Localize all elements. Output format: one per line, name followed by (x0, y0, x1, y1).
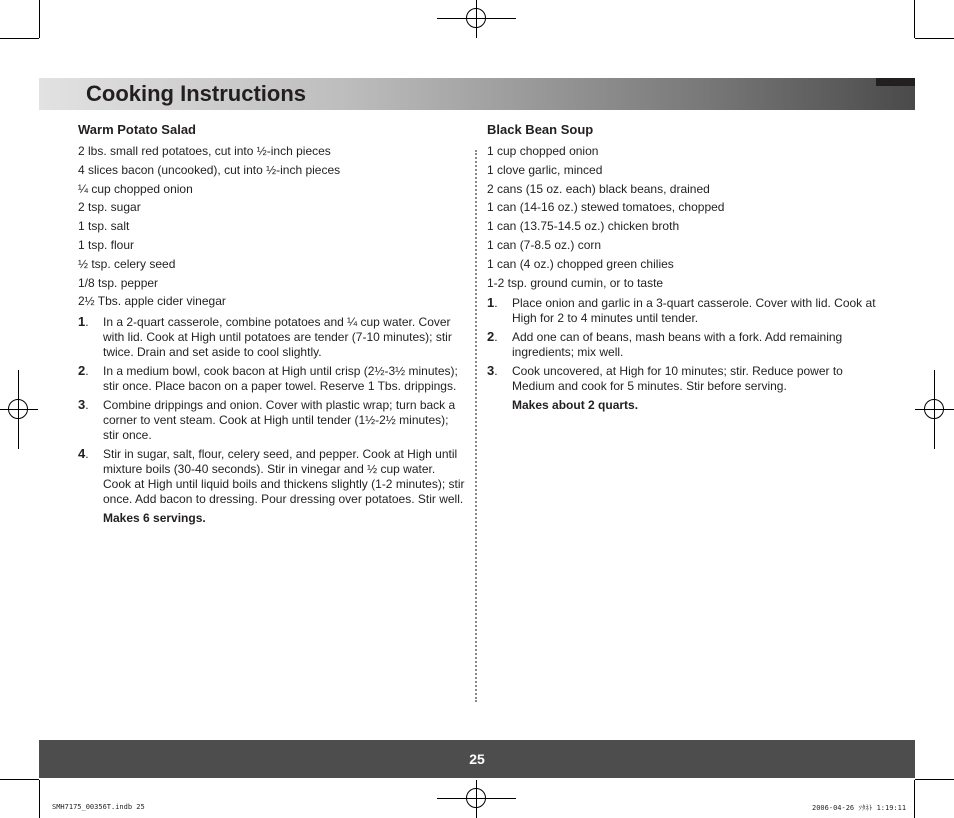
step-number: 3. (78, 397, 89, 413)
step-number-value: 3 (487, 363, 495, 379)
right-recipe-title: Black Bean Soup (487, 122, 594, 137)
step-number: 1. (487, 295, 498, 311)
right-ingredient: 1 can (7-8.5 oz.) corn (487, 237, 602, 252)
step-text: Add one can of beans, mash beans with a fork. Add remaining ingredients; mix well. (512, 330, 843, 360)
right-ingredient: 1 cup chopped onion (487, 144, 599, 158)
left-ingredient: 1 tsp. flour (78, 237, 135, 252)
step-text: Place onion and garlic in a 3-quart casserole. Cover with lid. Cook at High for 2 to 4 minutes until tender. (512, 296, 876, 326)
left-ingredient: 2 lbs. small red potatoes, cut into ½-inch pieces (78, 144, 331, 158)
right-step (487, 330, 877, 360)
left-ingredient-list (78, 142, 466, 311)
column-divider (475, 150, 477, 702)
slug-right: 2006-04-26 ｿﾀﾈﾄ 1:19:11 (812, 804, 907, 812)
left-recipe (78, 122, 466, 526)
step-text: Cook uncovered, at High for 10 minutes; stir. Reduce power to Medium and cook for 5 minutes. Stir before serving. (512, 364, 843, 394)
left-ingredient: 1/8 tsp. pepper (78, 275, 159, 290)
step-number: 3. (487, 363, 498, 379)
right-recipe-yield: Makes about 2 quarts. (512, 398, 639, 413)
left-ingredient: ½ tsp. celery seed (78, 256, 176, 271)
left-ingredient: 4 slices bacon (uncooked), cut into ½-inch pieces (78, 162, 341, 177)
header-tab (876, 78, 915, 86)
right-ingredient-list (487, 142, 877, 292)
step-number-value: 1 (78, 314, 86, 330)
right-ingredient: 1 can (13.75-14.5 oz.) chicken broth (487, 219, 680, 234)
step-number-value: 4 (78, 446, 86, 462)
right-step (487, 296, 877, 326)
left-step (78, 315, 466, 360)
page-number: 25 (469, 751, 485, 767)
left-recipe-title: Warm Potato Salad (78, 122, 196, 137)
left-step (78, 447, 466, 507)
step-number-value: 2 (487, 329, 495, 345)
right-step-list (487, 296, 877, 394)
slug-left: SMH7175_00356T.indb 25 (52, 803, 145, 811)
step-number: 1. (78, 314, 89, 330)
right-ingredient: 1 can (14-16 oz.) stewed tomatoes, chopped (487, 200, 725, 215)
step-number: 2. (78, 363, 89, 379)
left-ingredient: 2½ Tbs. apple cider vinegar (78, 294, 226, 309)
left-ingredient: ¼ cup chopped onion (78, 181, 193, 196)
right-ingredient: 1 clove garlic, minced (487, 162, 603, 177)
step-text: Combine drippings and onion. Cover with plastic wrap; turn back a corner to vent steam. Cook at High until tender (1½-2½ minutes); stir once. (103, 398, 456, 443)
step-number: 4. (78, 446, 89, 462)
step-number: 2. (487, 329, 498, 345)
right-recipe (487, 122, 877, 413)
step-text: In a 2-quart casserole, combine potatoes and ¼ cup water. Cover with lid. Cook at High until potatoes are tender (7-10 minutes); stir twice. Drain and set aside to cool slightly. (103, 315, 452, 360)
step-text: Stir in sugar, salt, flour, celery seed, and pepper. Cook at High until mixture boils (30-40 seconds). Stir in vinegar and ½ cup water. Cook at High until liquid boils and thickens slightly (1-2 minutes); stir once. Add bacon to dressing. Pour dressing over potatoes. Stir well. (103, 447, 465, 507)
right-step (487, 364, 877, 394)
left-step-list (78, 315, 466, 507)
left-ingredient: 1 tsp. salt (78, 219, 130, 234)
right-ingredient: 1-2 tsp. ground cumin, or to taste (487, 275, 664, 290)
left-step (78, 398, 466, 443)
left-recipe-yield: Makes 6 servings. (103, 511, 206, 526)
right-ingredient: 2 cans (15 oz. each) black beans, drained (487, 181, 710, 196)
left-step (78, 364, 466, 394)
step-number-value: 2 (78, 363, 86, 379)
left-ingredient: 2 tsp. sugar (78, 200, 141, 215)
step-number-value: 3 (78, 397, 86, 413)
step-number-value: 1 (487, 295, 495, 311)
step-text: In a medium bowl, cook bacon at High until crisp (2½-3½ minutes); stir once. Place bacon on a paper towel. Reserve 1 Tbs. drippings. (103, 364, 458, 394)
right-ingredient: 1 can (4 oz.) chopped green chilies (487, 256, 674, 271)
page-title: Cooking Instructions (86, 81, 306, 106)
